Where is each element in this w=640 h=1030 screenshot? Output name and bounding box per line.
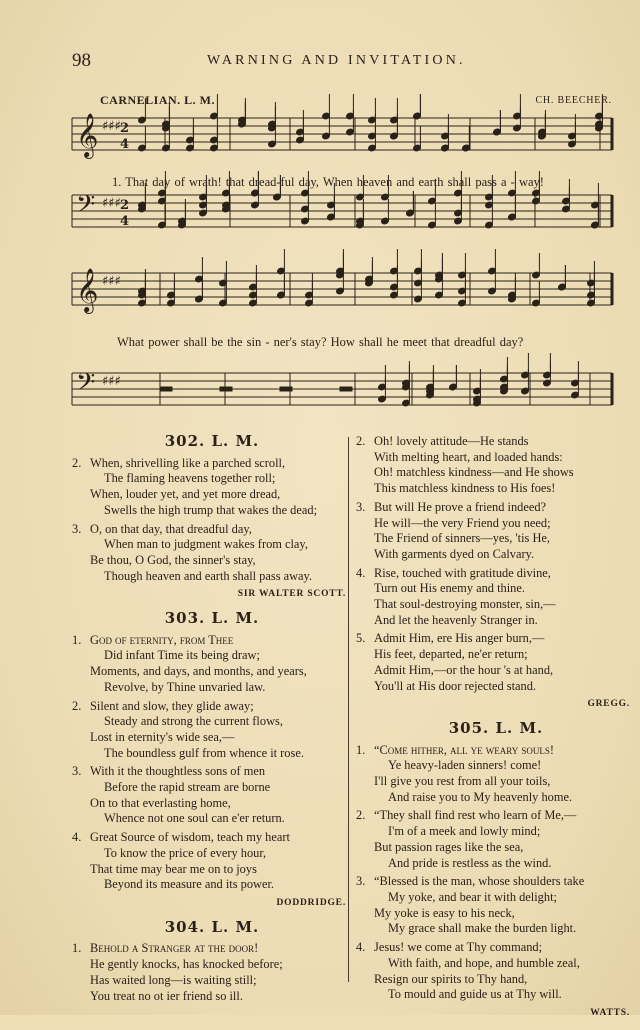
verse-line: “They shall find rest who learn of Me,— [374, 808, 577, 823]
stanza-number: 1. [356, 742, 366, 757]
verse-line: The flaming heavens together roll; [104, 471, 276, 486]
stanza [356, 940, 636, 1003]
rest [220, 387, 232, 391]
composer: CH. BEECHER. [535, 95, 612, 106]
verse-line: The Friend of sinners—yes, 'tis He, [374, 531, 551, 546]
verse-line: Lost in eternity's wide sea,— [90, 729, 235, 744]
stanza [356, 500, 636, 563]
key-signature-icon: ♯♯♯ [102, 119, 121, 134]
verse-line: Moments, and days, and months, and years, [90, 664, 307, 679]
stanza [72, 764, 352, 827]
stanza-number: 2. [356, 434, 366, 448]
verse-line: You'll at His door rejected stand. [374, 678, 537, 693]
verse-line: And pride is restless as the wind. [388, 855, 552, 870]
verse-line: His feet, departed, ne'er return; [374, 647, 528, 662]
verse-line: He gently knocks, has knocked before; [90, 957, 283, 972]
hymn-302 [72, 434, 352, 603]
running-title: WARNING AND INVITATION. [207, 53, 466, 68]
bass-clef-icon: 𝄢 [76, 368, 96, 403]
verse-line: Jesus! we come at Thy command; [374, 940, 543, 955]
verse-line: With garments dyed on Calvary. [374, 546, 535, 561]
key-signature-icon: ♯♯♯ [102, 196, 121, 211]
verse-line: But will He prove a friend indeed? [374, 499, 547, 514]
verse-line: But passion rages like the sea, [374, 839, 524, 854]
stanza-number: 2. [72, 698, 82, 713]
hymn-author: DODDRIDGE. [276, 897, 346, 908]
verse-line: “Blessed is the man, whose shoulders take [374, 874, 585, 889]
verse-line: Beyond its measure and its power. [104, 877, 274, 892]
verse-line: He will—the very Friend you need; [374, 515, 551, 530]
stanza-number: 3. [356, 499, 366, 514]
verse-line: “Come hither, all ye weary souls! [374, 742, 554, 757]
hymn-304-start [72, 917, 352, 1005]
verse-line: You treat no ot ier friend so ill. [90, 988, 243, 1003]
lyric-line-2: What power shall be the sin - ner's stay? How shall he meet that dreadful day? [117, 335, 524, 349]
verse-line: Ye heavy-laden sinners! come! [388, 758, 542, 773]
hymn-303 [72, 611, 352, 912]
verse-line: On to that everlasting home, [90, 795, 231, 810]
stanza-number: 5. [356, 631, 366, 646]
left-column [72, 434, 352, 1007]
hymn-title: 303. L. M. [164, 609, 260, 628]
verse-line: When, shrivelling like a parched scroll, [90, 455, 286, 470]
verse-line: My yoke is easy to his neck, [374, 905, 515, 920]
stanza [356, 808, 636, 871]
key-signature-icon: ♯♯♯ [102, 374, 121, 389]
stanza [356, 434, 636, 497]
verse-line: Before the rapid stream are borne [104, 780, 271, 795]
page-number: 98 [72, 50, 91, 71]
stanza [72, 699, 352, 762]
stanza-number: 1. [72, 632, 82, 647]
verse-line: Resign our spirits to Thy hand, [374, 971, 528, 986]
verse-line: Admit Him, ere His anger burn,— [374, 631, 545, 646]
stanza-number: 3. [356, 874, 366, 889]
verse-line: My yoke, and bear it with delight; [388, 889, 557, 904]
stanza [72, 456, 352, 519]
stanza [72, 522, 352, 585]
verse-line: Revolve, by Thine unvaried law. [104, 679, 266, 694]
time-signature: 2 [120, 121, 130, 136]
verse-line: O, on that day, that dreadful day, [90, 521, 252, 536]
verse-line: Swells the high trump that wakes the dead; [104, 502, 318, 517]
key-signature-icon: ♯♯♯ [102, 274, 121, 289]
verse-line: That time may bear me on to joys [90, 861, 257, 876]
verse-line: My grace shall make the burden light. [388, 921, 577, 936]
stanza [72, 633, 352, 696]
verse-line: Has waited long—is waiting still; [90, 972, 257, 987]
verse-line: Be thou, O God, the sinner's stay, [90, 552, 256, 567]
rest [160, 387, 172, 391]
time-signature: 4 [120, 214, 130, 229]
stanza-number: 4. [72, 830, 82, 845]
stanza [72, 941, 352, 1004]
music-score [0, 0, 640, 420]
stanza [356, 566, 636, 629]
verse-line: Turn out His enemy and thine. [374, 581, 525, 596]
verse-line: And raise you to My heavenly home. [388, 789, 573, 804]
stanza-number: 2. [356, 808, 366, 823]
stanza-number: 2. [72, 455, 82, 470]
verse-line: With it the thoughtless sons of men [90, 764, 266, 779]
verse-line: With melting heart, and loaded hands: [374, 449, 563, 464]
stanza [72, 830, 352, 893]
right-column [356, 434, 636, 1030]
verse-line: That soul-destroying monster, sin,— [374, 597, 556, 612]
stanza-number: 4. [356, 940, 366, 955]
verse-line: To mould and guide us at Thy will. [388, 987, 562, 1002]
verse-line: Oh! matchless kindness—and He shows [374, 465, 574, 480]
time-signature: 2 [120, 198, 130, 213]
verse-line: When man to judgment wakes from clay, [104, 537, 308, 552]
hymn-304-continued [356, 434, 636, 713]
tune-name: CARNELIAN. L. M. [100, 93, 216, 107]
verse-line: Steady and strong the current flows, [104, 714, 283, 729]
stanza-number: 4. [356, 565, 366, 580]
verse-line: I'll give you rest from all your toils, [374, 774, 551, 789]
hymn-title: 302. L. M. [164, 432, 260, 450]
hymn-305 [356, 718, 636, 1022]
stanza [356, 743, 636, 806]
rest [280, 387, 292, 391]
verse-line: And let the heavenly Stranger in. [374, 612, 538, 627]
verse-line: To know the price of every hour, [104, 845, 267, 860]
verse-line: Great Source of wisdom, teach my heart [90, 830, 290, 845]
stanza-number: 3. [72, 764, 82, 779]
verse-line: This matchless kindness to His foes! [374, 481, 556, 496]
stanza [356, 874, 636, 937]
treble-clef-icon: 𝄞 [76, 268, 99, 312]
stanza [356, 631, 636, 694]
hymn-title: 304. L. M. [164, 917, 260, 936]
rest [340, 387, 352, 391]
lyric-line-1: 1. That day of wrath! that dread-ful day, When heaven and earth shall pass a - way! [112, 175, 544, 189]
verse-line: Silent and slow, they glide away; [90, 698, 254, 713]
verse-line: Rise, touched with gratitude divine, [374, 565, 551, 580]
hymn-author: GREGG. [587, 699, 630, 710]
hymn-author: SIR WALTER SCOTT. [237, 589, 346, 600]
bass-clef-icon: 𝄢 [76, 190, 96, 225]
time-signature: 4 [120, 137, 130, 152]
verse-line: I'm of a meek and lowly mind; [388, 824, 541, 839]
hymn-title: 305. L. M. [448, 718, 544, 737]
stanza-number: 3. [72, 521, 82, 536]
verse-line: The boundless gulf from whence it rose. [104, 745, 304, 760]
verse-line: Oh! lovely attitude—He stands [374, 434, 529, 448]
verse-line: God of eternity, from Thee [90, 632, 234, 647]
verse-line: With faith, and hope, and humble zeal, [388, 955, 580, 970]
treble-clef-icon: 𝄞 [76, 113, 99, 157]
stanza-number: 1. [72, 941, 82, 956]
verse-line: Though heaven and earth shall pass away. [104, 568, 313, 583]
verse-line: Did infant Time its being draw; [104, 648, 260, 663]
verse-line: Admit Him,—or the hour 's at hand, [374, 662, 554, 677]
verse-line: Whence not one soul can e'er return. [104, 811, 285, 826]
verse-line: Behold a Stranger at the door! [90, 941, 259, 956]
hymn-author: WATTS. [590, 1007, 630, 1018]
verse-line: When, louder yet, and yet more dread, [90, 487, 281, 502]
